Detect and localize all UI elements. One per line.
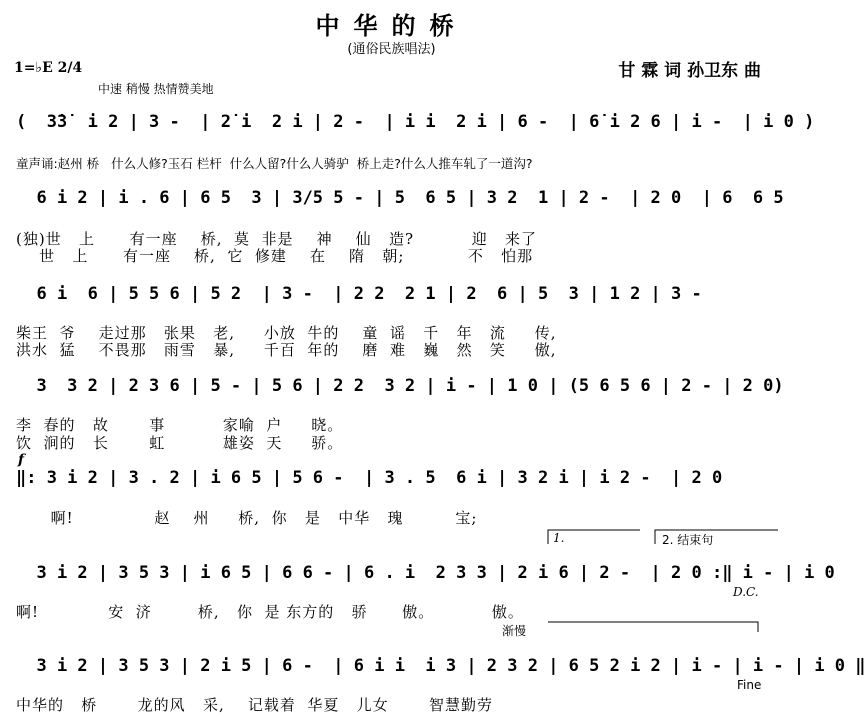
credits: 甘 霖 词 孙卫东 曲 xyxy=(618,61,761,81)
score-row-2: 6 i 2 | i . 6 | 6 5 3 | 3/5 5 - | 5 6 5 | 3 2 1 | 2 - | 2 0 | 6 6 5 xyxy=(16,188,784,208)
fine-mark: Fine xyxy=(737,678,762,692)
lyrics-row-7: 中华的 桥 龙的风 采, 记载着 华夏 儿女 智慧勤劳 xyxy=(16,696,494,714)
score-row-6: 3 i 2 | 3 5 3 | i 6 5 | 6 6 - | 6 . i 2 3 3 | 2 i 6 | 2 - | 2 0 :‖ i - | i 0 xyxy=(16,563,835,583)
lyrics-row-3a: 柴王 爷 走过那 张果 老, 小放 牛的 童 谣 千 年 流 传, xyxy=(16,324,557,342)
volta-1-label: 1. xyxy=(553,531,565,545)
lyrics-row-3b: 洪水 猛 不畏那 雨雪 暴, 千百 年的 磨 难 巍 然 笑 傲, xyxy=(16,341,557,359)
tempo-marking: 中速 稍慢 热情赞美地 xyxy=(98,82,214,96)
score-row-5: ‖: 3 i 2 | 3 . 2 | i 6 5 | 5 6 - | 3 . 5 6 i | 3 2 i | i 2 - | 2 0 xyxy=(16,468,723,488)
lyrics-row-4b: 饮 涧的 长 虹 雄姿 天 骄。 xyxy=(16,434,344,452)
song-subtitle: (通俗民族唱法) xyxy=(347,42,436,57)
score-row-7: 3 i 2 | 3 5 3 | 2 i 5 | 6 - | 6 i i i 3 | 2 3 2 | 6 5 2 i 2 | i - | i - | i 0 ‖ xyxy=(16,656,866,676)
song-title: 中华的桥 xyxy=(315,11,468,40)
lyrics-row-5: 啊! 赵 州 桥, 你 是 中华 瑰 宝; xyxy=(16,509,478,527)
dc-mark: D.C. xyxy=(733,585,759,599)
volta-2-label: 2. 结束句 xyxy=(662,533,714,547)
score-row-3: 6 i 6 | 5 5 6 | 5 2 | 3 - | 2 2 2 1 | 2 6 | 5 3 | 1 2 | 3 - xyxy=(16,284,702,304)
lyrics-row-6: 啊! 安 济 桥, 你 是 东方的 骄 傲。 傲。 xyxy=(16,603,524,621)
ritardando-mark: 渐慢 xyxy=(502,624,527,638)
forte-mark: f xyxy=(18,452,25,468)
score-row-4: 3 3 2 | 2 3 6 | 5 - | 5 6 | 2 2 3 2 | i - | 1 0 | (5 6 5 6 | 2 - | 2 0) xyxy=(16,376,784,396)
score-row-1: ( 3̇3̇ i 2 | 3 - | 2̇ i 2 i | 2 - | i i 2 i | 6 - | 6̇ i 2 6 | i - | i 0 ) xyxy=(16,112,815,132)
lyrics-row-4a: 李 春的 故 事 家喻 户 晓。 xyxy=(16,416,344,434)
lyrics-row-2a: (独)世 上 有一座 桥, 莫 非是 神 仙 造? 迎 来了 xyxy=(16,230,538,248)
lyrics-row-2b: 世 上 有一座 桥, 它 修建 在 隋 朝; 不 怕那 xyxy=(16,247,534,265)
lyrics-spoken: 童声诵:赵州 桥 什么人修?玉石 栏杆 什么人留?什么人骑驴 桥上走?什么人推车轧了一道沟? xyxy=(16,156,533,171)
key-signature: 1=♭E 2/4 xyxy=(14,60,83,76)
ritardando-line xyxy=(0,616,783,636)
